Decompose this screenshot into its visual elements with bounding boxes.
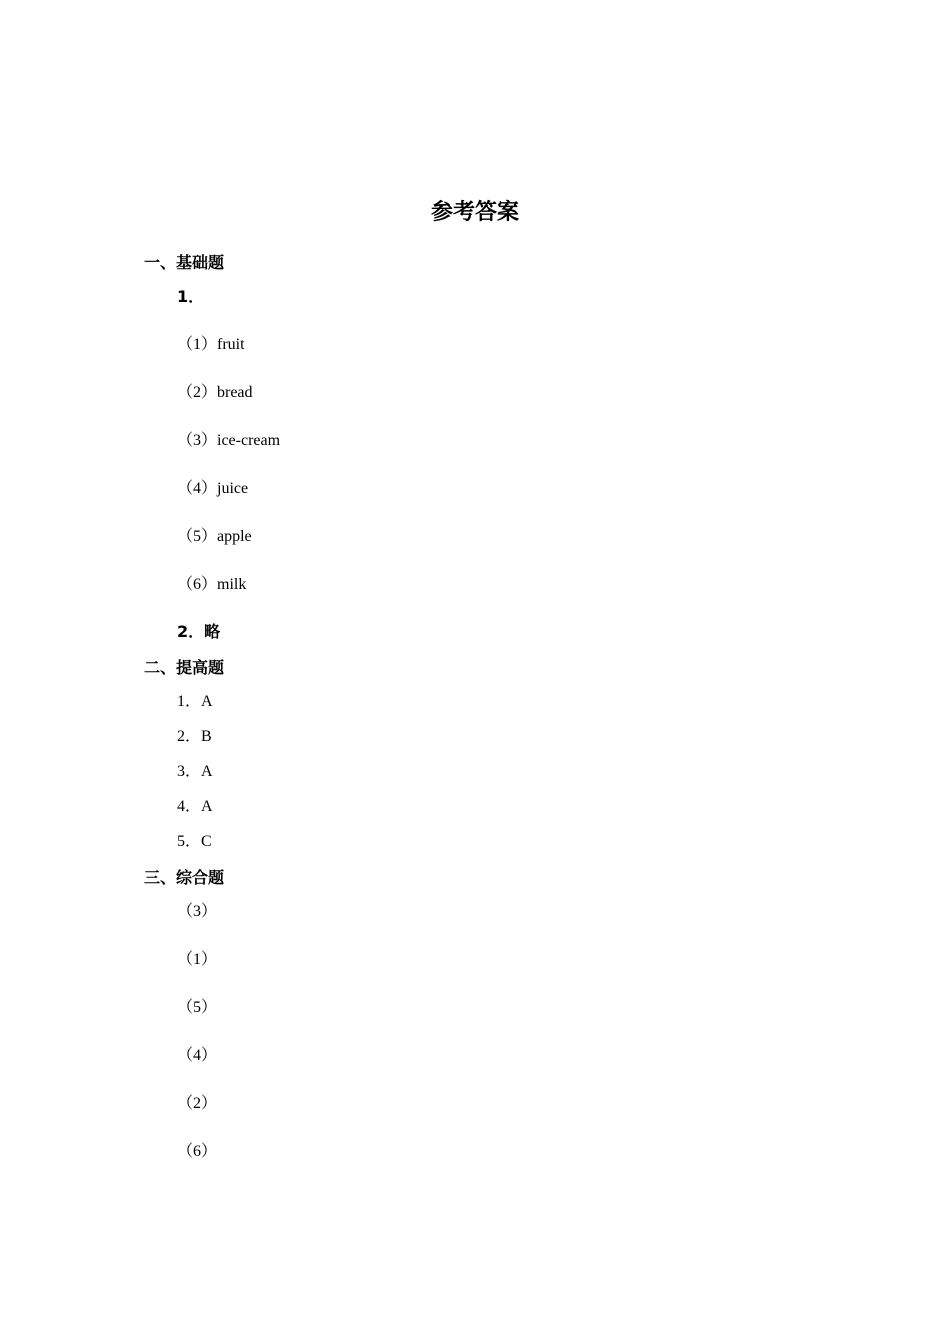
answer-item: （4） — [177, 1047, 218, 1064]
page-title: 参考答案 — [430, 200, 519, 225]
answer-item: （4）juice — [177, 480, 249, 497]
answer-item: 5．C — [177, 833, 212, 850]
answer-item: （5）apple — [177, 528, 252, 545]
answer-item: （3） — [177, 903, 218, 920]
answer-item: （2） — [177, 1095, 218, 1112]
section-heading-comprehensive: 三、综合题 — [144, 868, 225, 887]
answer-item: （2）bread — [177, 384, 253, 401]
answer-item: （5） — [177, 999, 218, 1016]
answer-item: （1）fruit — [177, 336, 245, 353]
answer-item: 3．A — [177, 763, 213, 780]
answer-item: （6）milk — [177, 576, 247, 593]
question-number-1: 1． — [177, 287, 205, 306]
question-number-2: 2．略 — [177, 622, 221, 641]
section-heading-basic: 一、基础题 — [144, 253, 225, 272]
section-heading-advanced: 二、提高题 — [144, 658, 225, 677]
answer-item: （1） — [177, 951, 218, 968]
answer-item: 4．A — [177, 798, 213, 815]
answer-item: 2．B — [177, 728, 212, 745]
answer-item: （3）ice-cream — [177, 432, 281, 449]
answer-item: 1．A — [177, 693, 213, 710]
answer-item: （6） — [177, 1143, 218, 1160]
